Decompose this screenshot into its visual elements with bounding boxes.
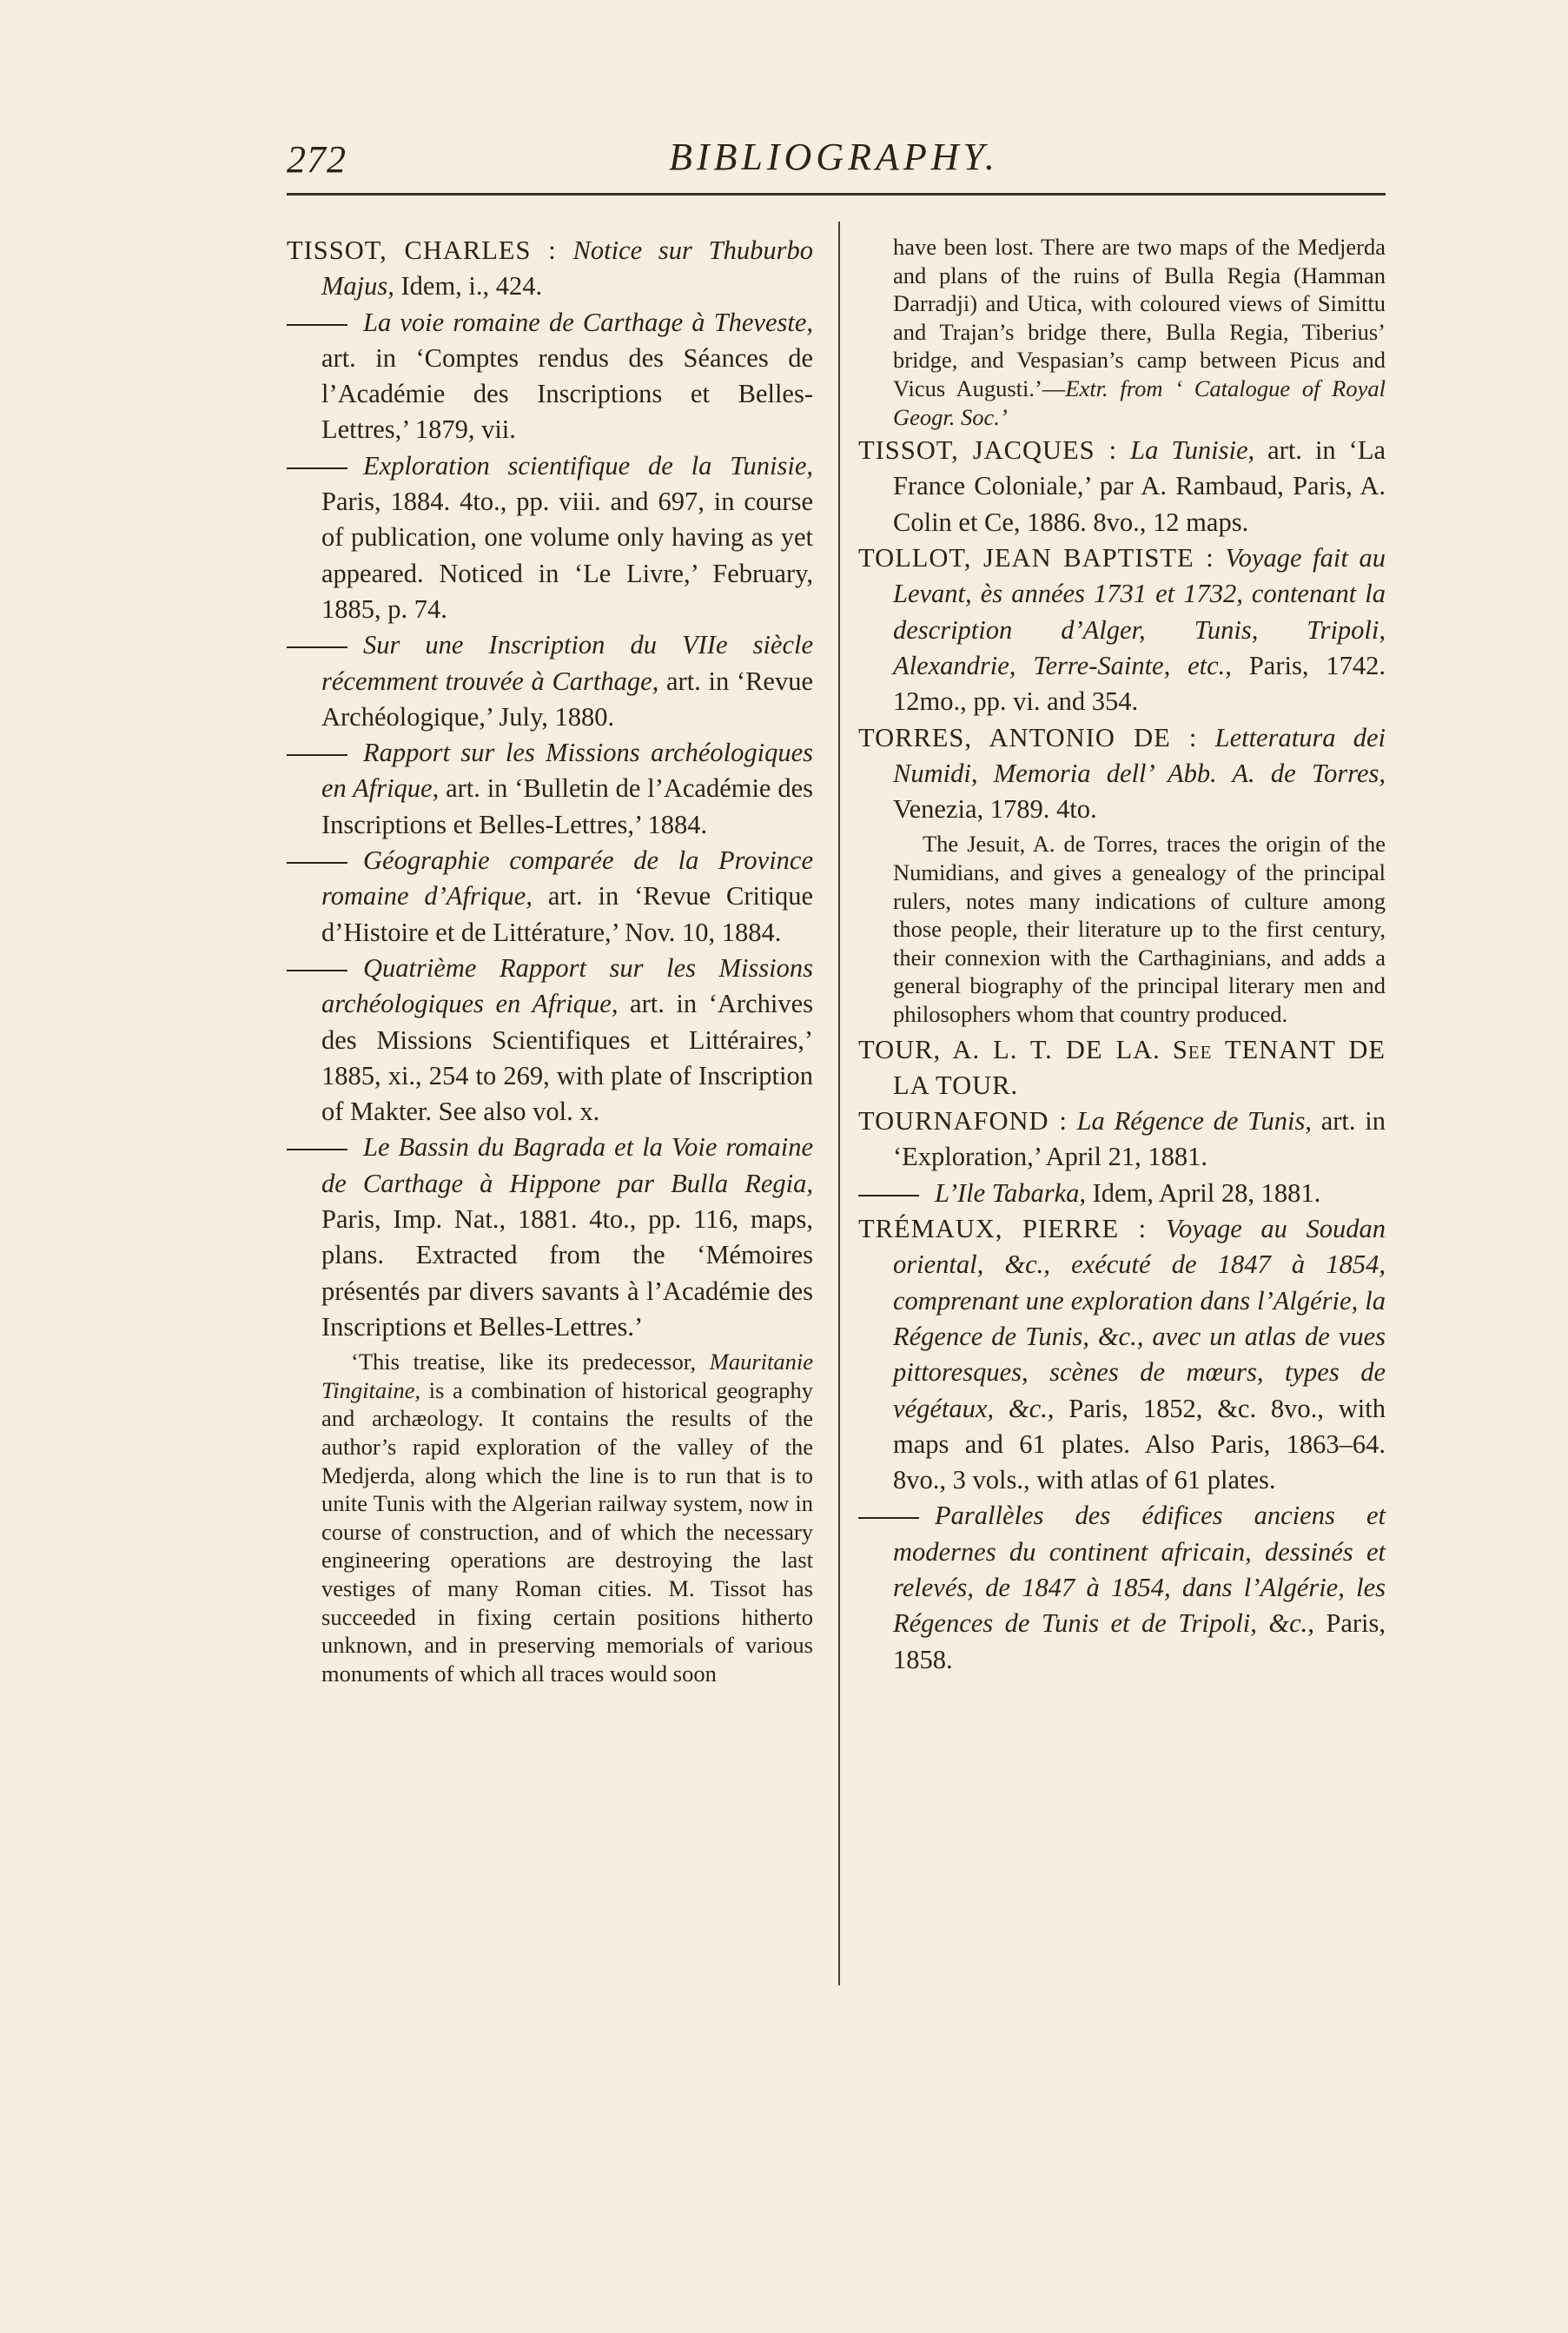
note-source: Extr. from ‘ Catalogue of Royal Geogr. Soc.’ [893, 374, 1386, 430]
ditto-dash [858, 1517, 919, 1519]
entry-tremaux [858, 1211, 1386, 1498]
entry-tournafond [858, 1104, 1386, 1176]
ditto-dash [287, 1149, 347, 1150]
entry-tollot [858, 540, 1386, 719]
work-title: L’Ile Tabarka, [935, 1177, 1086, 1208]
entry-rapport-missions [287, 735, 813, 843]
publication-details: art. in ‘Archives des Missions Scientifiques et Littéraires,’ 1885, xi., 254 to 269, with plate of Inscription of Makter. See also vol. x. [321, 989, 814, 1127]
work-title: La Régence de Tunis, [1076, 1106, 1312, 1137]
entry-tissot-jacques [858, 433, 1386, 540]
author-name: TOURNAFOND : [858, 1106, 1068, 1137]
work-title: Rapport sur les Missions archéologiques en Afrique, [321, 738, 813, 804]
running-title: BIBLIOGRAPHY. [669, 136, 999, 178]
entry-inscription [287, 627, 813, 735]
author-name: TOLLOT, JEAN BAPTISTE : [858, 543, 1214, 573]
entry-paralleles [858, 1498, 1386, 1677]
annotation-note-continued [858, 233, 1386, 431]
page-number: 272 [287, 138, 347, 181]
ditto-dash [287, 970, 347, 971]
note-title: Mauritanie Tingitaine, [321, 1349, 813, 1403]
cross-reference: See TENANT DE LA TOUR. [893, 1034, 1386, 1100]
publication-details: Paris, 1884. 4to., pp. viii. and 697, in course of publication, one volume only having as yet appeared. Noticed in ‘Le Livre,’ February, 1885, p. 74. [321, 487, 813, 624]
author-name: TOUR, A. L. T. DE LA. [858, 1034, 1161, 1064]
work-title: Sur une Inscription du VIIe siècle récemment trouvée à Carthage, [321, 630, 813, 696]
work-title: Voyage fait au Levant, ès années 1731 et 1732, contenant la description d’Alger, Tunis, Tripoli, Alexandrie, Terre-Sainte, etc., [893, 543, 1386, 680]
entry-tour [858, 1032, 1386, 1104]
publication-details: Venezia, 1789. 4to. [893, 794, 1097, 825]
entry-voie-romaine [287, 305, 813, 448]
ditto-dash [858, 1195, 919, 1196]
annotation-note [287, 1348, 813, 1687]
work-title: Exploration scientifique de la Tunisie, [363, 450, 813, 481]
publication-details: Idem, April 28, 1881. [1092, 1177, 1321, 1208]
note-text: is a combination of historical geography and archæology. It contains the results of the author’s rapid exploration of the valley of the Medjerda, along which the line is to run that is to unite Tunis with the Algerian railway system, now in course of construction, and of which the necessary engineering operations are destroying the last vestiges of many Roman cities. M. Tissot has succeeded in fixing certain positions hitherto unknown, and in preserving memorials of various monuments of which all traces would soon [321, 1376, 814, 1687]
work-title: Géographie comparée de la Province romaine d’Afrique, [321, 845, 813, 911]
publication-details: Paris, 1852, &c. 8vo., with maps and 61 plates. Also Paris, 1863–64. 8vo., 3 vols., with atlas of 61 plates. [893, 1393, 1386, 1495]
column-divider [838, 222, 840, 1985]
work-title: La Tunisie, [1130, 435, 1255, 466]
ditto-dash [287, 646, 347, 648]
entry-tissot-charles [287, 233, 813, 305]
note-opening: ‘This treatise, like its predecessor, [351, 1349, 697, 1375]
annotation-note: The Jesuit, A. de Torres, traces the origin of the Numidians, and gives a genealogy of the principal rulers, notes many indications of culture among those people, their literature up to the first century, their connexion with the Carthaginians, and adds a general biography of the principal literary men and philosophers whom that country produced. [893, 831, 1386, 1027]
ditto-dash [287, 754, 347, 756]
right-column [858, 233, 1386, 1678]
entry-torres [858, 720, 1386, 828]
entry-geographie-comparee [287, 843, 813, 951]
ditto-dash [287, 467, 347, 469]
work-title: Letteratura dei Numidi, Memoria dell’ Abb. A. de Torres, [893, 722, 1386, 788]
entry-ile-tabarka [858, 1176, 1386, 1211]
entry-quatrieme-rapport [287, 951, 813, 1130]
ditto-dash [287, 324, 347, 326]
entry-bassin-bagrada [287, 1130, 813, 1345]
publication-details: art. in ‘La France Coloniale,’ par A. Rambaud, Paris, A. Colin et Ce, 1886. 8vo., 12 maps. [893, 435, 1386, 537]
publication-details: art. in ‘Bulletin de l’Académie des Inscriptions et Belles-Lettres,’ 1884. [321, 773, 813, 839]
work-title: La voie romaine de Carthage à Theveste, [363, 307, 813, 337]
publication-details: art. in ‘Revue Critique d’Histoire et de Littérature,’ Nov. 10, 1884. [321, 881, 813, 947]
work-title: Notice sur Thuburbo Majus, [321, 235, 814, 302]
author-name: TISSOT, CHARLES : [287, 235, 557, 265]
work-title: Parallèles des édifices anciens et modernes du continent africain, dessinés et relevés, de 1847 à 1854, dans l’Algérie, les Régences de Tunis et de Tripoli, &c., [893, 1501, 1386, 1639]
publication-details: Paris, 1858. [893, 1608, 1386, 1674]
header-rule [287, 193, 1386, 196]
publication-details: Paris, 1742. 12mo., pp. vi. and 354. [893, 650, 1386, 717]
author-name: TORRES, ANTONIO DE : [858, 722, 1198, 752]
work-title: Le Bassin du Bagrada et la Voie romaine de Carthage à Hippone par Bulla Regia, [321, 1132, 813, 1198]
entry-exploration-scientifique [287, 448, 813, 627]
note-text: have been lost. There are two maps of the Medjerda and plans of the ruins of Bulla Regia (Hamman Darradji) and Utica, with coloured views of Simittu and Trajan’s bridge there, Bulla Regia, Tiberius’ bridge, and Vespasian’s camp between Picus and Vicus Augusti.’— [893, 234, 1386, 401]
publication-details: art. in ‘Revue Archéologique,’ July, 1880. [321, 666, 814, 732]
publication-details: art. in ‘Comptes rendus des Séances de l’Académie des Inscriptions et Belles-Lettres,’ 1879, vii. [321, 342, 813, 445]
left-column [287, 233, 813, 1691]
work-title: Quatrième Rapport sur les Missions archéologiques en Afrique, [321, 952, 813, 1019]
ditto-dash [287, 862, 347, 864]
publication-details: art. in ‘Exploration,’ April 21, 1881. [893, 1106, 1386, 1172]
author-name: TRÉMAUX, PIERRE : [858, 1214, 1148, 1244]
author-name: TISSOT, JACQUES : [858, 435, 1118, 466]
publication-details: Idem, i., 424. [400, 271, 543, 302]
publication-details: Paris, Imp. Nat., 1881. 4to., pp. 116, maps, plans. Extracted from the ‘Mémoires présentés par divers savants à l’Académie des Inscriptions et Belles-Lettres.’ [321, 1204, 813, 1342]
work-title: Voyage au Soudan oriental, &c., exécuté de 1847 à 1854, comprenant une exploration dans l’Algérie, la Régence de Tunis, &c., avec un atlas de vues pittoresques, scènes de mœurs, types de végétaux, &c., [893, 1214, 1386, 1423]
